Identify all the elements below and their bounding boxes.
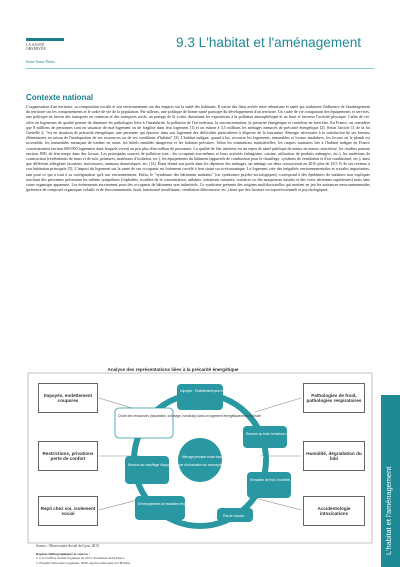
body-text [26, 104, 370, 192]
bubble-impayes [177, 384, 223, 410]
box-humidite: Humidité, dégradation du bâti [303, 441, 365, 471]
logo-bar [26, 38, 64, 41]
box-restrictions: Restrictions, privations perte de confort [38, 441, 98, 471]
bubble-text-6: Développement de maladies respiratoires (bronchites, asthme...) [138, 502, 230, 506]
bubble-text-4: Ménage précaire vivant dans un logement peu performant [182, 455, 264, 459]
bubble-chauffage-appoint [125, 456, 169, 484]
bubble-text-0: Impayés : Endettement puis restriction, système D, auto-coupure [180, 389, 272, 393]
section-title: Contexte national [26, 93, 94, 102]
side-tab-label: L'habitat et l'aménagement [384, 466, 393, 555]
bubble-chute-ressources [115, 408, 173, 438]
body-paragraph: L'organisation d'un territoire, sa composition sociale et son environnement ont des impacts sur la santé des habitants. Il existe des liens avérés entre urbanisme et santé qui traduisent l'influence de l'aménagement du territoire sur les comportements et le cadre de vie de la population. Par ailleurs, une politique de bonne santé participe du développement d'un territoire. Un cadre de vie comportant des équipements et services, une politique en faveur des transports en commun et des transports actifs, un partage de la voirie, diminuent les expositions à la pollution atmosphérique et au bruit et favorise l'activité physique. Cadre de vie, offre en logements de qualité permet de diminuer les pathologies liées à l'insalubrité, la pollution de l'air intérieur, la surconcentration, la précarité énergétique et contribue au bien-être. En France, on considère que 8 millions de personnes sont en situation de mal-logement ou de fragilité dans leur logement [1] et on estime à 3,5 millions les ménages menacés de précarité énergétique [2]. Selon l'article 11 de la loi Grenelle 2, "est en situation de précarité énergétique, une personne qui éprouve dans son logement des difficultés particulières à disposer de la fourniture d'énergie nécessaire à la satisfaction de ses besoins élémentaires en raison de l'inadaptation de ses ressources ou de ses conditions d'habitat" [3]. L'habitat indigne, quand à lui, recouvre les logements, immeubles et locaux insalubres, les locaux où le plomb est accessible, les immeubles menaçant de tomber en ruine, les hôtels meublés dangereux et les habitats précaires. Selon les estimations ministérielles, les risques sanitaires liés à l'habitat indigne en France concerneraient environ 600 000 logements dans lesquels vivent un peu plus d'un million de personnes. La qualité de l'air intérieur est un enjeu de santé publique de mieux en mieux caractérisé, les citadins passant environ 80% de leur temps dans des locaux. Les principales sources de pollution sont : les occupants eux-mêmes et leurs activités (tabagisme, cuisine, utilisation de produits ménagers, etc.), les matériaux de construction (revêtements de murs et de sols, peintures, matériaux d'isolation, etc.), les équipements du bâtiment (appareils de combustion pour le chauffage, systèmes de ventilation et d'air conditionné, etc.), ainsi que différents allergènes (acariens, moisissures, animaux domestiques, etc.) [4]. Étant donné son poids dans les dépenses des ménages, un ménage sur deux consacrerait en 2010 plus de 18,5 % de ses revenus à son habitation principale [5]. L'impact du logement sur la santé de ses occupants est fortement corrélé à leur statut socio-économique. Le logement crée des inégalités environnementales et sociales importantes, tant pour ce qui a trait à sa configuration qu'à son environnement. Enfin, le "syndrome des bâtiments malsains" (ou syndromes psycho-sociologiques) correspond à des épidémies de malaises non expliqués touchant des personnes présentant les mêmes symptômes (céphalées, troubles de la concentration, asthénie, irritations cutanées, oculaires ou des muqueuses nasales et des voies aériennes supérieures) mais sans cause organique apparente. Les événements surviennent pour des occupants de bâtiments non industriels. Ce syndrome présente des origines multifactorielles qui mettent en jeu les nuisances environnementales (présence de composés organiques volatils et de biocontaminants, bruit, luminosité insuffisante, ventilation défectueuse, etc.) ainsi que des facteurs socioprofessionnels et psychologiques. [26, 104, 370, 193]
references-heading: Repères bibliographiques et sources : [36, 552, 90, 556]
logo [26, 38, 64, 64]
reference-item: 1. Les Chiffres du mal-logement en 2013. Fondation Abbé Pierre. [36, 556, 126, 561]
box-repli: Repli chez soi, isolement social [38, 496, 98, 526]
reference-item: 2. Enquête Nationale Logement, 2006. Agence Nationale de l'Habitat. [36, 560, 131, 565]
logo-line2: Seine-Saint-Denis [26, 59, 55, 64]
box-accidentologie: Accidentologie intoxications [303, 496, 365, 526]
page-title: 9.3 L'habitat et l'aménagement [176, 35, 362, 50]
bubble-maladies [135, 496, 185, 520]
title-divider [26, 68, 374, 69]
references [36, 552, 131, 565]
figure-title: Analyse des représentations liées à la précarité énergétique [107, 367, 239, 372]
bubble-text-7: Pas de travaux [223, 514, 245, 518]
bubble-text-1: Chute des ressources (séparation, chômage, handicap) dans un logement énergétiquement mal isolé [118, 414, 261, 418]
figure-source: Source : Observatoire Social de Lyon, 2010 [36, 544, 99, 548]
logo-line1: LA SANTÉ OBSERVÉE [26, 43, 46, 51]
box-pathologies: Pathologies de froid, pathologies respiratoires [303, 383, 365, 413]
bubble-text-2: Recours au froid, fermeture des aérations [246, 432, 305, 436]
center-bubble [178, 438, 222, 482]
bubble-text-3: Sensation de froid, humidité, apparition de moisissures [250, 478, 328, 482]
bubble-sensation-froid [247, 472, 291, 498]
bubble-text-5: Recours au chauffage d'appoint, risque d'intoxication au monoxyde... [128, 463, 226, 467]
bubble-recours-froid [243, 426, 287, 448]
side-tab [381, 395, 400, 567]
box-impayes: Impayés, endettement coupures [38, 383, 98, 413]
